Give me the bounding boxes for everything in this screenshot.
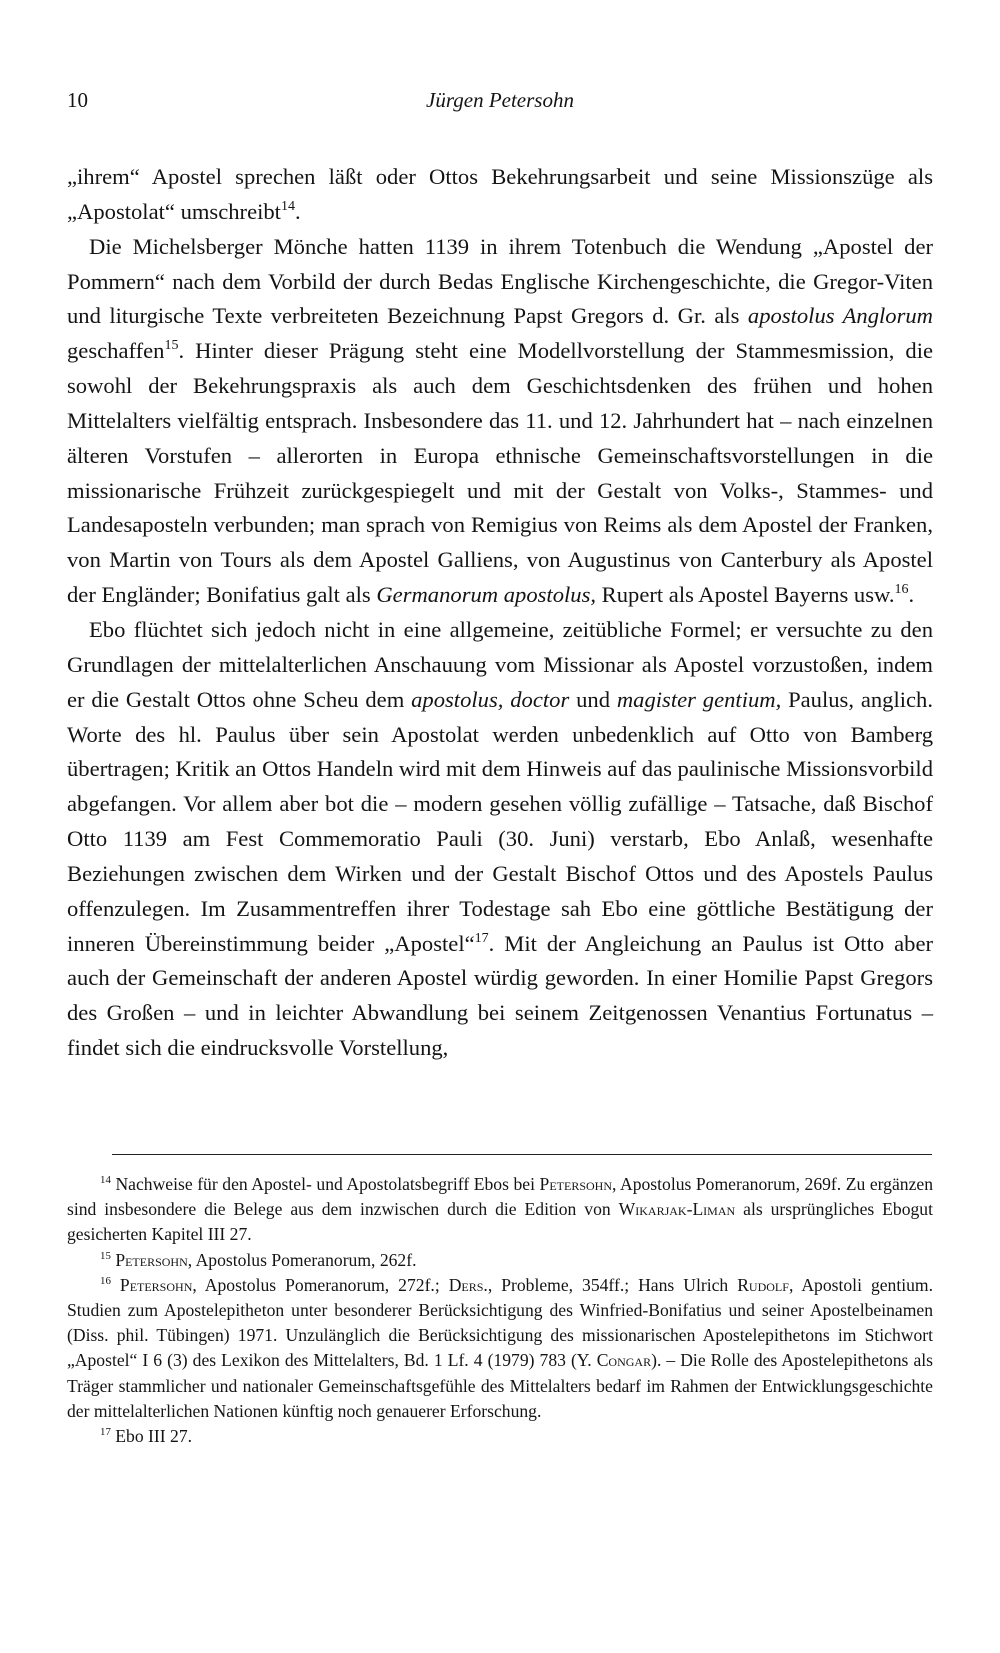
text: Die Michelsberger Mönche hatten 1139 in ihrem Totenbuch die Wendung „Apostel der Pommern“ nach dem Vorbild der durch Bedas Englische Kirchengeschichte, die Gregor-Viten und liturgische Texte verbreiteten Bezeichnung Papst Gregors d. Gr. als	[67, 233, 933, 329]
text: . Mit der Angleichung an Paulus ist Otto aber auch der Gemeinschaft der anderen Apostel würdig geworden. In einer Homilie Papst Gregors des Großen – und in leichter Abwandlung bei seinem Zeitgenossen Venantius Fortunatus – findet sich die eindrucksvolle Vorstellung,	[67, 930, 934, 1061]
paragraph-1	[67, 160, 933, 230]
running-head: Jürgen Petersohn	[426, 88, 574, 112]
text: , Probleme, 354ff.; Hans Ulrich	[487, 1274, 738, 1295]
text: Ebo flüchtet sich jedoch nicht in eine allgemeine, zeitübliche Formel; er versuchte zu den Grundlagen der mittelalterlichen Anschauung vom Missionar als Apostel vorzustoßen, indem er die Gestalt Ottos ohne Scheu dem	[67, 616, 933, 712]
text: geschaffen	[67, 338, 165, 364]
text: . Hinter dieser Prägung steht eine Modellvorstellung der Stammesmission, die sowohl der Bekehrungspraxis als auch dem Geschichtsdenken des frühen und hohen Mittelalters vielfältig entsprach. Insbesondere das 11. und 12. Jahrhundert hat – nach einzelnen älteren Vorstufen – allerorten in Europa ethnische Gemeinschaftsvorstellungen in die missionarische Frühzeit zurückgespiegelt und mit der Gestalt von Volks-, Stammes- und Landesaposteln verbunden; man sprach von Remigius von Reims als dem Apostel der Franken, von Martin von Tours als dem Apostel Galliens, von Augustinus von Canterbury als Apostel der Engländer; Bonifatius galt als	[67, 338, 933, 608]
footnote-ref-15: 15	[164, 338, 179, 354]
paragraph-2	[67, 230, 933, 613]
text: , Apostoli gentium. Studien zum Apostelepitheton unter besonderer Berücksichtigung des Winfried-Bonifatius und seiner Apostelbeinamen (Diss. phil. Tübingen) 1971. Unzulänglich die Berücksichtigung des missionarischen Apostelepithetons im Stichwort „Apostel“ I 6 (3) des Lexikon des Mittelalters, Bd. 1 Lf. 4 (1979) 783 (Y.	[67, 1274, 934, 1371]
page-number: 10	[67, 88, 88, 112]
author-name: Rudolf	[737, 1274, 789, 1295]
text: Rupert als Apostel Bayerns usw.	[596, 582, 895, 608]
paragraph-3	[67, 613, 933, 1066]
footnote-16	[67, 1273, 933, 1424]
author-name: Congar	[596, 1350, 652, 1371]
text: .	[908, 582, 915, 608]
footnote-number: 15	[100, 1249, 111, 1262]
italic-term: magister gentium,	[616, 686, 782, 712]
footnote-divider	[112, 1154, 932, 1155]
footnote-14	[67, 1172, 933, 1248]
italic-term: apostolus Anglorum	[747, 303, 933, 329]
author-name: Wikarjak-Liman	[618, 1199, 736, 1220]
footnote-15	[67, 1248, 933, 1273]
text: Nachweise für den Apostel- und Apostolatsbegriff Ebos bei	[110, 1174, 540, 1194]
footnote-number: 14	[100, 1173, 111, 1186]
text: Ebo III 27.	[110, 1426, 193, 1447]
page-header	[67, 88, 933, 118]
author-name: Ders.	[448, 1274, 488, 1295]
text: , Apostolus Pomeranorum, 262f.	[187, 1249, 417, 1270]
footnote-ref-14: 14	[280, 198, 295, 214]
author-name: Petersohn	[539, 1174, 612, 1194]
text: als ursprüngliches Ebogut gesicherten Kapitel III 27.	[67, 1199, 933, 1245]
footnote-ref-16: 16	[894, 582, 909, 598]
text: „ihrem“ Apostel sprechen läßt oder Ottos Bekehrungsarbeit und seine Missionszüge als „Apostolat“ umschreibt	[67, 164, 933, 224]
footnote-17	[67, 1424, 933, 1449]
footnote-number: 17	[100, 1425, 111, 1438]
author-name: Petersohn	[119, 1274, 193, 1295]
text: und	[569, 686, 617, 712]
footnote-number: 16	[100, 1274, 111, 1287]
footnotes	[67, 1172, 933, 1449]
italic-term: Germanorum apostolus,	[376, 582, 597, 608]
main-text	[67, 160, 933, 1066]
footnote-ref-17: 17	[474, 930, 489, 946]
text: ). – Die Rolle des Apostelepithetons als Träger stammlicher und nationaler Gemeinschaftsgefühle des Mittelalters bedarf im Rahmen der Entwicklungsgeschichte der mittelalterlichen Nationen künftig noch genauerer Erforschung.	[67, 1350, 933, 1421]
text: , Apostolus Pomeranorum, 272f.;	[192, 1274, 449, 1295]
author-name: Petersohn	[115, 1249, 188, 1270]
text: , Apostolus Pomeranorum, 269f. Zu ergänzen sind insbesondere die Belege aus dem inzwischen durch die Edition von	[67, 1174, 934, 1220]
italic-term: apostolus, doctor	[411, 686, 570, 712]
text: .	[294, 198, 301, 224]
text: Paulus, anglich. Worte des hl. Paulus über sein Apostolat werden unbedenklich auf Otto von Bamberg übertragen; Kritik an Ottos Handeln wird mit dem Hinweis auf das paulinische Missionsvorbild abgefangen. Vor allem aber bot die – modern gesehen völlig zufällige – Tatsache, daß Bischof Otto 1139 am Fest Commemoratio Pauli (30. Juni) verstarb, Ebo Anlaß, wesenhafte Beziehungen zwischen dem Wirken und der Gestalt Bischof Ottos und des Apostels Paulus offenzulegen. Im Zusammentreffen ihrer Todestage sah Ebo eine göttliche Bestätigung der inneren Übereinstimmung beider „Apostel“	[67, 686, 933, 956]
